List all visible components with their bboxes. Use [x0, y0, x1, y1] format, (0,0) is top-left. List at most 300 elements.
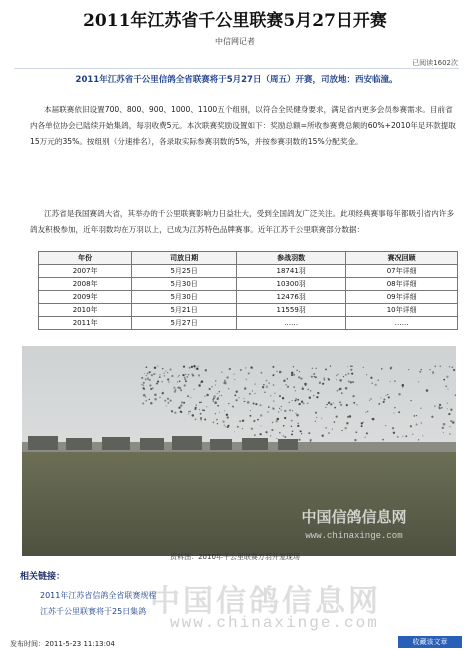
- pigeon: [171, 410, 173, 412]
- pigeon: [350, 365, 352, 367]
- cell-year: 2007年: [39, 265, 132, 278]
- pigeon: [317, 392, 319, 394]
- pigeon: [319, 382, 321, 384]
- pigeon: [363, 367, 364, 368]
- cell-date: 5月30日: [132, 291, 237, 304]
- pigeon: [224, 382, 227, 385]
- pigeon: [238, 397, 239, 398]
- pigeon: [412, 434, 413, 435]
- pigeon: [418, 381, 419, 382]
- pigeon: [191, 366, 193, 368]
- pigeon: [245, 367, 246, 368]
- pigeon: [283, 425, 285, 427]
- pigeon: [300, 431, 301, 432]
- pigeon: [330, 365, 331, 366]
- pigeon: [297, 423, 298, 424]
- pigeon: [315, 412, 317, 414]
- pigeon: [193, 365, 195, 367]
- pigeon: [330, 403, 332, 405]
- pigeon: [209, 388, 211, 390]
- pigeon: [337, 374, 339, 376]
- pigeon: [346, 422, 348, 424]
- pigeon: [291, 426, 292, 427]
- pigeon: [168, 402, 170, 404]
- pigeon: [371, 383, 372, 384]
- pigeon: [215, 384, 216, 385]
- pigeon: [332, 429, 333, 430]
- pigeon: [264, 391, 266, 393]
- pigeon: [181, 401, 183, 403]
- cell-review-link[interactable]: 10年详细: [346, 304, 458, 317]
- pigeon: [402, 384, 405, 387]
- pigeon: [452, 421, 455, 424]
- pigeon: [325, 368, 327, 370]
- pigeon: [292, 430, 294, 432]
- cell-date: 5月25日: [132, 265, 237, 278]
- pigeon: [239, 420, 241, 422]
- pigeon: [200, 417, 202, 419]
- pigeon: [183, 366, 185, 368]
- pigeon: [276, 420, 278, 422]
- pigeon: [315, 376, 317, 378]
- pigeon: [328, 402, 330, 404]
- pigeon: [180, 411, 181, 412]
- pigeon: [365, 411, 366, 412]
- cell-count: 11559羽: [236, 304, 345, 317]
- pigeon: [393, 432, 395, 434]
- cell-count: ……: [236, 317, 345, 330]
- pigeon: [293, 366, 294, 367]
- pigeon: [390, 381, 391, 382]
- col-header-date: 司放日期: [132, 252, 237, 265]
- pigeon: [279, 408, 280, 409]
- pigeon: [311, 376, 313, 378]
- pigeon: [339, 402, 340, 403]
- pigeon: [432, 373, 433, 374]
- pigeon: [397, 436, 399, 438]
- pigeon: [234, 379, 235, 380]
- pigeon: [162, 393, 163, 394]
- pigeon: [217, 398, 219, 400]
- pigeon: [279, 432, 281, 434]
- pigeon: [321, 418, 322, 419]
- pigeon: [365, 437, 366, 438]
- pigeon: [159, 374, 160, 375]
- pigeon: [182, 374, 184, 376]
- pigeon: [354, 439, 356, 441]
- table-row: [39, 265, 458, 278]
- photo-watermark-url: www.chinaxinge.com: [305, 531, 403, 541]
- pigeon: [270, 435, 271, 436]
- pigeon: [192, 414, 195, 417]
- pigeon: [291, 372, 293, 374]
- pigeon: [165, 370, 166, 371]
- pigeon: [152, 387, 154, 389]
- pigeon: [145, 400, 147, 402]
- pigeon: [260, 414, 262, 416]
- page-watermark-url: www.chinaxinge.com: [170, 614, 379, 632]
- pigeon: [184, 384, 186, 386]
- pigeon: [200, 402, 201, 403]
- pigeon: [387, 394, 388, 395]
- pigeon: [292, 400, 293, 401]
- pigeon: [398, 411, 400, 413]
- pigeon: [443, 432, 444, 433]
- pigeon: [195, 419, 197, 421]
- pigeon: [228, 388, 230, 390]
- pigeon: [198, 374, 200, 376]
- race-release-photo: [22, 346, 456, 556]
- pigeon: [446, 376, 448, 378]
- pigeon: [402, 436, 403, 437]
- pigeon: [219, 391, 220, 392]
- pigeon: [216, 419, 218, 421]
- pigeon: [263, 384, 265, 386]
- pigeon: [295, 398, 297, 400]
- pigeon: [350, 381, 352, 383]
- pigeon: [170, 400, 172, 402]
- page-watermark-cn: 中国信鸽信息网: [150, 584, 381, 619]
- pigeon: [442, 427, 444, 429]
- pigeon: [343, 376, 344, 377]
- pigeon: [143, 394, 146, 397]
- cell-year: 2008年: [39, 278, 132, 291]
- pigeon: [418, 439, 419, 440]
- pigeon: [352, 381, 354, 383]
- col-header-review: 赛况回顾: [346, 252, 458, 265]
- pigeon: [295, 413, 296, 414]
- pigeon: [447, 403, 448, 404]
- pigeon: [200, 413, 202, 415]
- pigeon: [323, 377, 325, 379]
- pigeon: [276, 438, 277, 439]
- pigeon: [336, 375, 337, 376]
- cell-year: 2011年: [39, 317, 132, 330]
- pigeon: [295, 400, 297, 402]
- pigeon: [337, 390, 339, 392]
- cell-count: 18741羽: [236, 265, 345, 278]
- pigeon: [219, 395, 220, 396]
- pigeon: [222, 420, 224, 422]
- pigeon: [308, 432, 310, 434]
- pigeon: [164, 375, 165, 376]
- pigeon: [150, 402, 152, 404]
- view-count: 已阅读1602次: [412, 59, 458, 67]
- pigeon: [355, 431, 357, 433]
- pigeon: [141, 384, 143, 386]
- pigeon: [221, 372, 222, 373]
- cell-review-link[interactable]: 08年详细: [346, 278, 458, 291]
- pigeon: [363, 422, 364, 423]
- table-row: [39, 304, 458, 317]
- pigeon: [411, 400, 412, 401]
- pigeon: [439, 404, 441, 406]
- pigeon: [250, 366, 253, 369]
- pigeon: [178, 407, 180, 409]
- pigeon: [215, 413, 216, 414]
- pigeon: [309, 397, 311, 399]
- pigeon: [157, 366, 158, 367]
- pigeon: [301, 433, 302, 434]
- pigeon: [447, 389, 448, 390]
- pigeon: [347, 416, 349, 418]
- pigeon: [227, 416, 229, 418]
- pigeon: [272, 407, 273, 408]
- pigeon: [410, 425, 412, 427]
- pigeon: [219, 412, 220, 413]
- pigeon: [147, 373, 149, 375]
- pigeon: [449, 433, 451, 435]
- pigeon: [164, 373, 165, 374]
- pigeon: [224, 380, 226, 382]
- pigeon: [447, 408, 448, 409]
- pigeon: [398, 393, 401, 396]
- pigeon: [224, 410, 225, 411]
- pigeon: [252, 390, 253, 391]
- pigeon: [156, 382, 158, 384]
- pigeon: [341, 392, 343, 394]
- pigeon: [145, 396, 146, 397]
- pigeon: [285, 384, 286, 385]
- pigeon: [145, 378, 147, 380]
- pigeon: [250, 410, 251, 411]
- pigeon: [312, 368, 313, 369]
- pigeon: [284, 417, 286, 419]
- pigeon: [284, 436, 286, 438]
- pigeon: [244, 401, 245, 402]
- pigeon: [184, 378, 186, 380]
- pigeon: [254, 393, 255, 394]
- pigeon: [232, 406, 234, 408]
- pigeon: [273, 400, 275, 402]
- pigeon: [393, 413, 394, 414]
- pigeon: [225, 426, 226, 427]
- pigeon: [246, 379, 247, 380]
- pigeon: [315, 367, 317, 369]
- pigeon: [174, 390, 177, 393]
- pigeon: [167, 378, 169, 380]
- pigeon: [452, 367, 453, 368]
- pigeon: [270, 395, 271, 396]
- pigeon: [257, 419, 259, 421]
- photo-watermark-cn: 中国信鸽信息网: [301, 508, 407, 526]
- publish-time: 发布时间：2011-5-23 11:13:04: [10, 640, 115, 648]
- pigeon: [234, 431, 235, 432]
- related-link-rules[interactable]: 2011年江苏省信鸽全省联赛规程: [40, 591, 157, 600]
- pigeon: [154, 394, 157, 397]
- pigeon: [260, 404, 262, 406]
- pigeon: [302, 388, 304, 390]
- pigeon: [177, 387, 179, 389]
- pigeon: [315, 420, 317, 422]
- pigeon: [366, 432, 368, 434]
- col-header-year: 年份: [39, 252, 132, 265]
- pigeon: [141, 377, 143, 379]
- pigeon: [274, 393, 275, 394]
- pigeon: [341, 430, 342, 431]
- pigeon: [426, 389, 429, 392]
- pigeon: [192, 374, 194, 376]
- pigeon: [296, 370, 297, 371]
- pigeon: [450, 409, 452, 411]
- pigeon: [159, 376, 161, 378]
- pigeon: [198, 384, 201, 387]
- pigeon: [336, 415, 338, 417]
- pigeon: [228, 403, 229, 404]
- pigeon: [414, 415, 416, 417]
- pigeon: [380, 397, 381, 398]
- pigeon: [167, 372, 168, 373]
- pigeon: [189, 367, 191, 369]
- pigeon: [383, 401, 385, 403]
- related-link-collection[interactable]: 江苏千公里联赛将于25日集鸽: [40, 607, 147, 616]
- pigeon: [438, 406, 439, 407]
- pigeon: [310, 440, 311, 441]
- pigeon: [204, 419, 206, 421]
- pigeon: [313, 373, 315, 375]
- pigeon: [283, 380, 285, 382]
- pigeon: [200, 419, 201, 420]
- pigeon: [289, 409, 291, 411]
- pigeon: [242, 419, 244, 421]
- pigeon: [339, 388, 341, 390]
- pigeon: [370, 377, 372, 379]
- pigeon: [347, 366, 348, 367]
- pigeon: [251, 428, 253, 430]
- pigeon: [273, 384, 275, 386]
- pigeon: [416, 415, 417, 416]
- pigeon: [178, 375, 180, 377]
- pigeon: [443, 379, 445, 381]
- pigeon: [291, 433, 293, 435]
- pigeon: [185, 374, 186, 375]
- pigeon: [213, 395, 216, 398]
- pigeon: [164, 400, 166, 402]
- pigeon: [336, 379, 337, 380]
- pigeon: [147, 379, 148, 380]
- pigeon: [205, 369, 207, 371]
- pigeon: [345, 387, 348, 390]
- pigeon: [233, 374, 234, 375]
- pigeon: [171, 375, 173, 377]
- pigeon: [372, 418, 375, 421]
- pigeon: [450, 426, 451, 427]
- pigeon: [169, 368, 171, 370]
- pigeon: [296, 414, 299, 417]
- pigeon: [149, 379, 151, 381]
- cell-review-link[interactable]: 07年详细: [346, 265, 458, 278]
- cell-review-link[interactable]: 09年详细: [346, 291, 458, 304]
- pigeon: [151, 374, 153, 376]
- pigeon: [445, 385, 447, 387]
- pigeon: [394, 380, 396, 382]
- pigeon: [322, 383, 324, 385]
- table-header-row: [39, 252, 458, 265]
- pigeon: [333, 402, 334, 403]
- pigeon: [345, 427, 347, 429]
- pigeon: [213, 422, 215, 424]
- pigeon: [291, 420, 293, 422]
- pigeon: [153, 373, 155, 375]
- pigeon: [177, 381, 178, 382]
- cell-review-link: ……: [346, 317, 458, 330]
- pigeon: [353, 402, 355, 404]
- collect-article-button[interactable]: 收藏该文章: [398, 636, 462, 648]
- pigeon: [346, 404, 348, 406]
- pigeon: [254, 434, 256, 436]
- pigeon: [390, 367, 392, 369]
- pigeon: [378, 403, 380, 405]
- related-links-title: 相关链接：: [20, 572, 66, 582]
- pigeon: [168, 381, 169, 382]
- pigeon: [293, 374, 295, 376]
- pigeon: [298, 376, 300, 378]
- pigeon: [185, 380, 187, 382]
- photo-scene: [22, 346, 456, 556]
- pigeon: [286, 378, 288, 380]
- pigeon: [392, 427, 394, 429]
- pigeon: [434, 405, 436, 407]
- pigeon: [213, 401, 214, 402]
- pigeon: [298, 403, 300, 405]
- pigeon: [213, 398, 215, 400]
- pigeon: [272, 375, 273, 376]
- pigeon: [303, 402, 305, 404]
- pigeon: [188, 413, 189, 414]
- pigeon: [421, 422, 423, 424]
- pigeon: [328, 378, 329, 379]
- pigeon: [215, 380, 217, 382]
- pigeon: [154, 367, 156, 369]
- pigeon: [198, 366, 199, 367]
- pigeon: [146, 375, 147, 376]
- pigeon: [366, 374, 367, 375]
- pigeon: [162, 368, 164, 370]
- col-header-count: 参战羽数: [236, 252, 345, 265]
- pigeon: [226, 414, 228, 416]
- pigeon: [276, 371, 277, 372]
- pigeon: [167, 398, 169, 400]
- pigeon: [194, 367, 195, 368]
- pigeon: [244, 398, 245, 399]
- pigeon: [260, 433, 262, 435]
- pigeon: [143, 385, 144, 386]
- pigeon: [282, 397, 284, 399]
- pigeon: [326, 404, 327, 405]
- pigeon: [298, 439, 300, 441]
- paragraph-intro: 江苏省是我国赛鸽大省，其举办的千公里联赛影响力日益壮大，受到全国鸽友广泛关注。此项经典赛事每年都吸引省内许多鸽友积极参加，近年羽数均在万羽以上，已成为江苏特色品牌赛事。近年江苏千公里联赛部分数据：: [30, 209, 455, 234]
- pigeon: [292, 410, 293, 411]
- pigeon: [236, 399, 238, 401]
- cell-year: 2009年: [39, 291, 132, 304]
- pigeon: [161, 381, 162, 382]
- pigeon: [195, 407, 197, 409]
- pigeon: [316, 417, 317, 418]
- pigeon: [157, 380, 159, 382]
- pigeon: [449, 366, 450, 367]
- pigeon: [278, 411, 279, 412]
- pigeon: [268, 382, 270, 384]
- pigeon: [429, 369, 431, 371]
- pigeon: [189, 411, 191, 413]
- pigeon: [422, 435, 423, 436]
- pigeon: [302, 386, 303, 387]
- pigeon: [316, 396, 318, 398]
- pigeon: [149, 399, 151, 401]
- pigeon: [421, 369, 422, 370]
- pigeon: [254, 383, 255, 384]
- pigeon: [204, 395, 206, 397]
